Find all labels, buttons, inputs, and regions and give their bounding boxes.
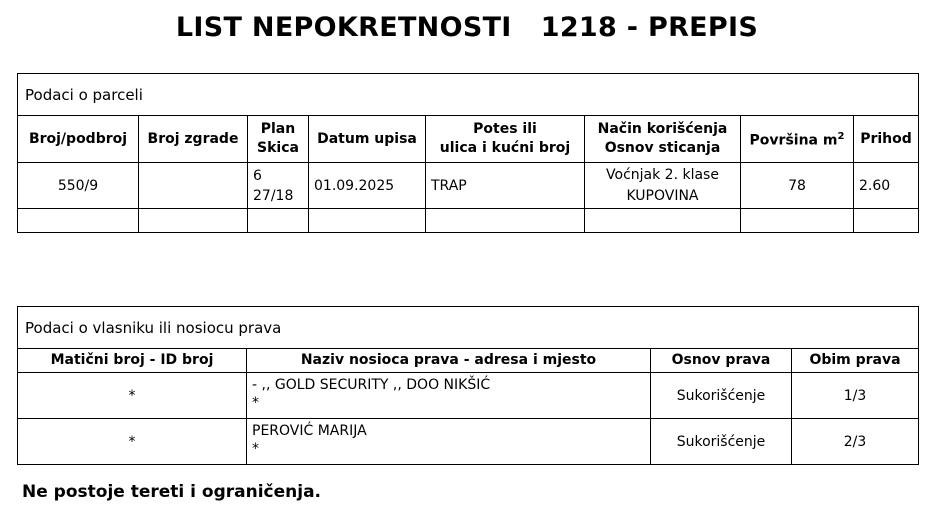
cell-obim: 2/3 [792, 419, 919, 465]
col-naziv-nosioca: Naziv nosioca prava - adresa i mjesto [247, 349, 651, 373]
cell-osnov: Sukorišćenje [651, 373, 792, 419]
parcel-table [17, 73, 919, 233]
cell-datum: 01.09.2025 [309, 163, 426, 209]
cell-id: * [18, 373, 247, 419]
cell-plan-skica: 6 27/18 [248, 163, 309, 209]
parcel-section-heading: Podaci o parceli [18, 74, 919, 116]
col-datum-upisa: Datum upisa [309, 116, 426, 163]
table-row [18, 163, 919, 209]
cell-potes: TRAP [426, 163, 585, 209]
col-maticni-broj: Matični broj - ID broj [18, 349, 247, 373]
col-nacin-koriscenja: Način korišćenja Osnov sticanja [585, 116, 741, 163]
cell-zgrada [139, 163, 248, 209]
table-row-empty [18, 209, 919, 233]
col-broj-podbroj: Broj/podbroj [18, 116, 139, 163]
page-title: LIST NEPOKRETNOSTI 1218 - PREPIS [175, 12, 759, 43]
cell-naziv: PEROVIĆ MARIJA * [247, 419, 651, 465]
col-plan-skica: Plan Skica [248, 116, 309, 163]
cell-id: * [18, 419, 247, 465]
footer-note: Ne postoje tereti i ograničenja. [22, 482, 322, 502]
cell-osnov: Sukorišćenje [651, 419, 792, 465]
col-broj-zgrade: Broj zgrade [139, 116, 248, 163]
col-prihod: Prihod [854, 116, 919, 163]
owners-section-heading: Podaci o vlasniku ili nosiocu prava [18, 307, 919, 349]
cell-nacin: Voćnjak 2. klase KUPOVINA [585, 163, 741, 209]
cell-broj: 550/9 [18, 163, 139, 209]
col-osnov-prava: Osnov prava [651, 349, 792, 373]
cell-prihod: 2.60 [854, 163, 919, 209]
cell-naziv: - ,, GOLD SECURITY ,, DOO NIKŠIĆ * [247, 373, 651, 419]
cell-povrsina: 78 [741, 163, 854, 209]
col-potes: Potes ili ulica i kućni broj [426, 116, 585, 163]
col-obim-prava: Obim prava [792, 349, 919, 373]
table-row [18, 419, 919, 465]
table-row [18, 373, 919, 419]
col-povrsina: Površina $m^2$ [741, 116, 854, 163]
cell-obim: 1/3 [792, 373, 919, 419]
owners-table [17, 306, 919, 465]
